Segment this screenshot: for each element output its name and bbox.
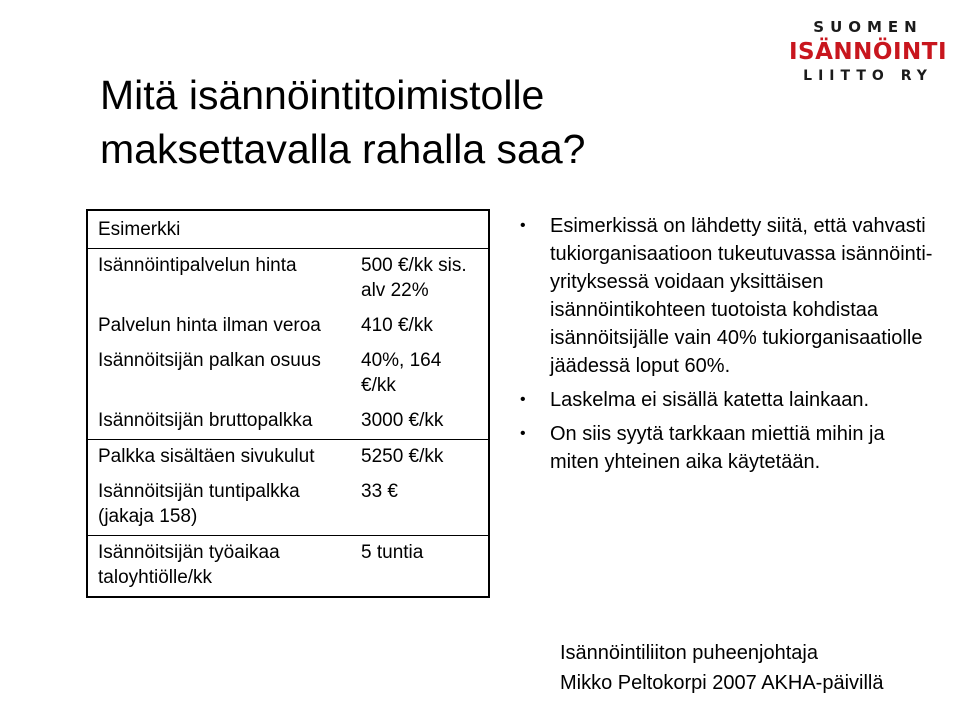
bullet-text: Laskelma ei sisällä katetta lainkaan.: [550, 389, 870, 411]
list-item: [514, 212, 934, 380]
page-title: [100, 68, 740, 176]
table-row: [87, 249, 489, 310]
row-label: Isännöintipalvelun hinta: [98, 255, 297, 276]
table-row: [87, 536, 489, 598]
row-value: 5250 €/kk: [361, 446, 444, 467]
row-label: Isännöitsijän palkan osuus: [98, 350, 321, 371]
bullet-text: On siis syytä tarkkaan miettiä mihin ja miten yhteinen aika käytetään.: [550, 423, 885, 473]
row-label: Palkka sisältäen sivukulut: [98, 446, 315, 467]
table-row: [87, 404, 489, 440]
table-header: Esimerkki: [87, 210, 489, 249]
attribution-line-1: Isännöintiliiton puheenjohtaja: [560, 642, 818, 664]
table-row: [87, 475, 489, 536]
bullet-text: Esimerkissä on lähdetty siitä, että vahvasti tukiorganisaatioon tukeutuvassa isännöinti-yrityksessä voidaan yksittäisen isännöintikohteen tuotoista kohdistaa isännöitsijälle vain 40% tukiorganisaatiolle jäädessä loput 60%.: [550, 215, 933, 377]
list-item: [514, 386, 934, 414]
title-line-2: maksettavalla rahalla saa?: [100, 126, 586, 172]
attribution: [560, 638, 884, 698]
row-value: 33 €: [351, 475, 489, 536]
example-table: [86, 209, 490, 598]
row-value: 410 €/kk: [361, 315, 433, 336]
row-label: Palvelun hinta ilman veroa: [98, 315, 321, 336]
table-row: [87, 440, 489, 476]
table-row: [87, 309, 489, 344]
table-row: [87, 344, 489, 404]
attribution-line-2: Mikko Peltokorpi 2007 AKHA-päivillä: [560, 672, 884, 694]
row-value: 500 €/kk sis. alv 22%: [361, 255, 467, 301]
title-line-1: Mitä isännöintitoimistolle: [100, 72, 545, 118]
bullet-icon: •: [520, 217, 526, 234]
list-item: [514, 420, 934, 476]
row-value: 5 tuntia: [361, 542, 424, 563]
row-value: 40%, 164 €/kk: [361, 350, 442, 396]
bullet-list: [514, 212, 934, 482]
row-value: 3000 €/kk: [351, 404, 489, 440]
row-label: Isännöitsijän työaikaa taloyhtiölle/kk: [98, 542, 280, 588]
row-label: Isännöitsijän bruttopalkka: [87, 404, 351, 440]
bullet-icon: •: [520, 425, 526, 442]
logo-line-3: LIITTO RY: [803, 68, 933, 84]
row-label: Isännöitsijän tuntipalkka (jakaja 158): [87, 475, 351, 536]
logo: [786, 16, 950, 86]
logo-line-1: SUOMEN: [813, 18, 923, 36]
logo-line-2: ISÄNNÖINTI: [788, 39, 948, 65]
bullet-icon: •: [520, 391, 526, 408]
